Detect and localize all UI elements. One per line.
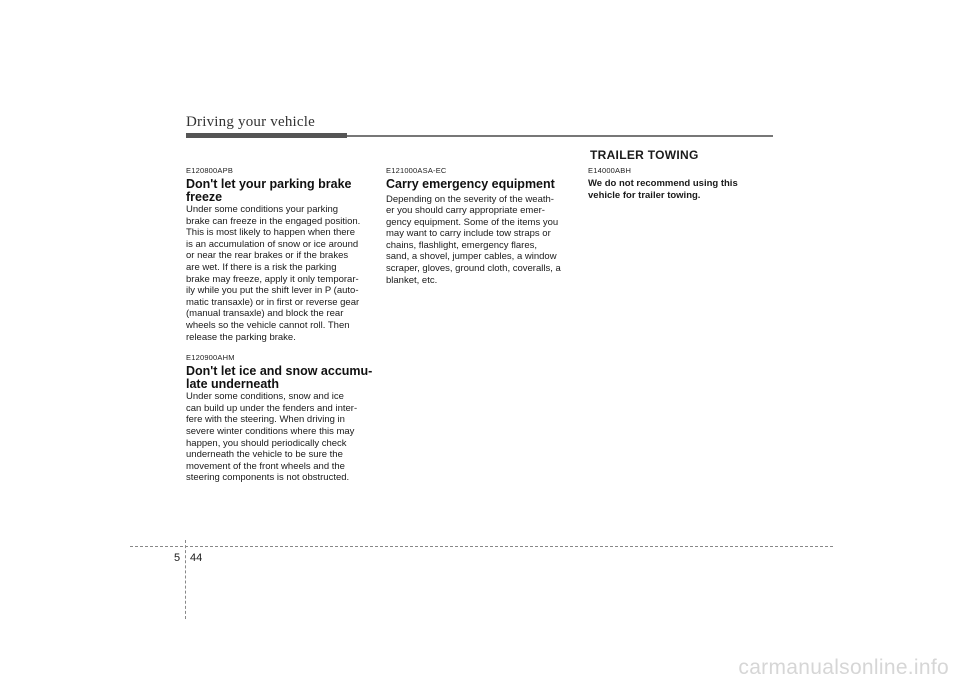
body-line: er you should carry appropriate emer- bbox=[386, 205, 545, 217]
body-line: chains, flashlight, emergency flares, bbox=[386, 239, 538, 251]
body-line: (manual transaxle) and block the rear bbox=[186, 308, 344, 320]
body-line: brake may freeze, apply it only temporar- bbox=[186, 273, 359, 285]
body-line: ily while you put the shift lever in P (auto- bbox=[186, 285, 359, 297]
footer-rule bbox=[130, 546, 833, 547]
section-body bbox=[386, 194, 574, 287]
body-line: release the parking brake. bbox=[186, 331, 296, 343]
page-number: 44 bbox=[190, 552, 203, 564]
heading-line: freeze bbox=[186, 189, 223, 204]
heading-line: late underneath bbox=[186, 376, 280, 391]
body-line: Depending on the severity of the weath- bbox=[386, 193, 554, 205]
page-header-title: Driving your vehicle bbox=[186, 114, 315, 130]
body-line: matic transaxle) or in first or reverse gear bbox=[186, 296, 360, 308]
body-line: scraper, gloves, ground cloth, coveralls, a bbox=[386, 263, 561, 275]
section-body bbox=[186, 391, 374, 484]
section-title: TRAILER TOWING bbox=[590, 148, 699, 162]
section-heading bbox=[186, 178, 374, 203]
body-line: sand, a shovel, jumper cables, a window bbox=[386, 251, 557, 263]
section-code: E120900AHM bbox=[186, 353, 235, 363]
section-heading bbox=[186, 365, 374, 390]
heading-line: Don't let your parking brake bbox=[186, 177, 352, 191]
body-line: fere with the steering. When driving in bbox=[186, 414, 345, 426]
body-line: can build up under the fenders and inter- bbox=[186, 402, 358, 414]
footer-vertical-rule bbox=[185, 540, 186, 619]
body-line: Under some conditions, snow and ice bbox=[186, 391, 344, 403]
body-line: may want to carry include tow straps or bbox=[386, 228, 551, 240]
body-line: vehicle for trailer towing. bbox=[588, 189, 701, 201]
body-line: severe winter conditions where this may bbox=[186, 425, 355, 437]
section-code: E120800APB bbox=[186, 166, 234, 175]
column-middle bbox=[386, 166, 574, 286]
section-body bbox=[186, 204, 374, 343]
body-line: brake can freeze in the engaged position. bbox=[186, 215, 361, 227]
section-code: E14000ABH bbox=[588, 166, 632, 175]
body-line: happen, you should periodically check bbox=[186, 437, 347, 449]
chapter-number: 5 bbox=[174, 552, 181, 564]
body-line: is an accumulation of snow or ice around bbox=[186, 238, 359, 250]
body-line: We do not recommend using this bbox=[588, 178, 738, 189]
body-line: steering components is not obstructed. bbox=[186, 472, 350, 484]
heading-line: Don't let ice and snow accumu- bbox=[186, 364, 373, 379]
body-line: gency equipment. Some of the items you bbox=[386, 216, 559, 228]
column-right bbox=[588, 166, 773, 201]
header-rule-thick bbox=[186, 133, 347, 138]
header-rule-thin bbox=[347, 135, 773, 137]
body-line: This is most likely to happen when there bbox=[186, 227, 355, 239]
body-line: wheels so the vehicle cannot roll. Then bbox=[186, 319, 350, 331]
column-left bbox=[186, 166, 374, 484]
body-line: movement of the front wheels and the bbox=[186, 460, 345, 472]
section-body bbox=[588, 178, 773, 201]
body-line: blanket, etc. bbox=[386, 274, 438, 286]
body-line: are wet. If there is a risk the parking bbox=[186, 261, 337, 273]
body-line: or near the rear brakes or if the brakes bbox=[186, 250, 349, 262]
watermark: carmanualsonline.info bbox=[738, 656, 949, 679]
body-line: underneath the vehicle to be sure the bbox=[186, 449, 343, 461]
section-code: E121000ASA-EC bbox=[386, 166, 447, 175]
body-line: Under some conditions your parking bbox=[186, 204, 339, 215]
section-heading: Carry emergency equipment bbox=[386, 177, 555, 191]
